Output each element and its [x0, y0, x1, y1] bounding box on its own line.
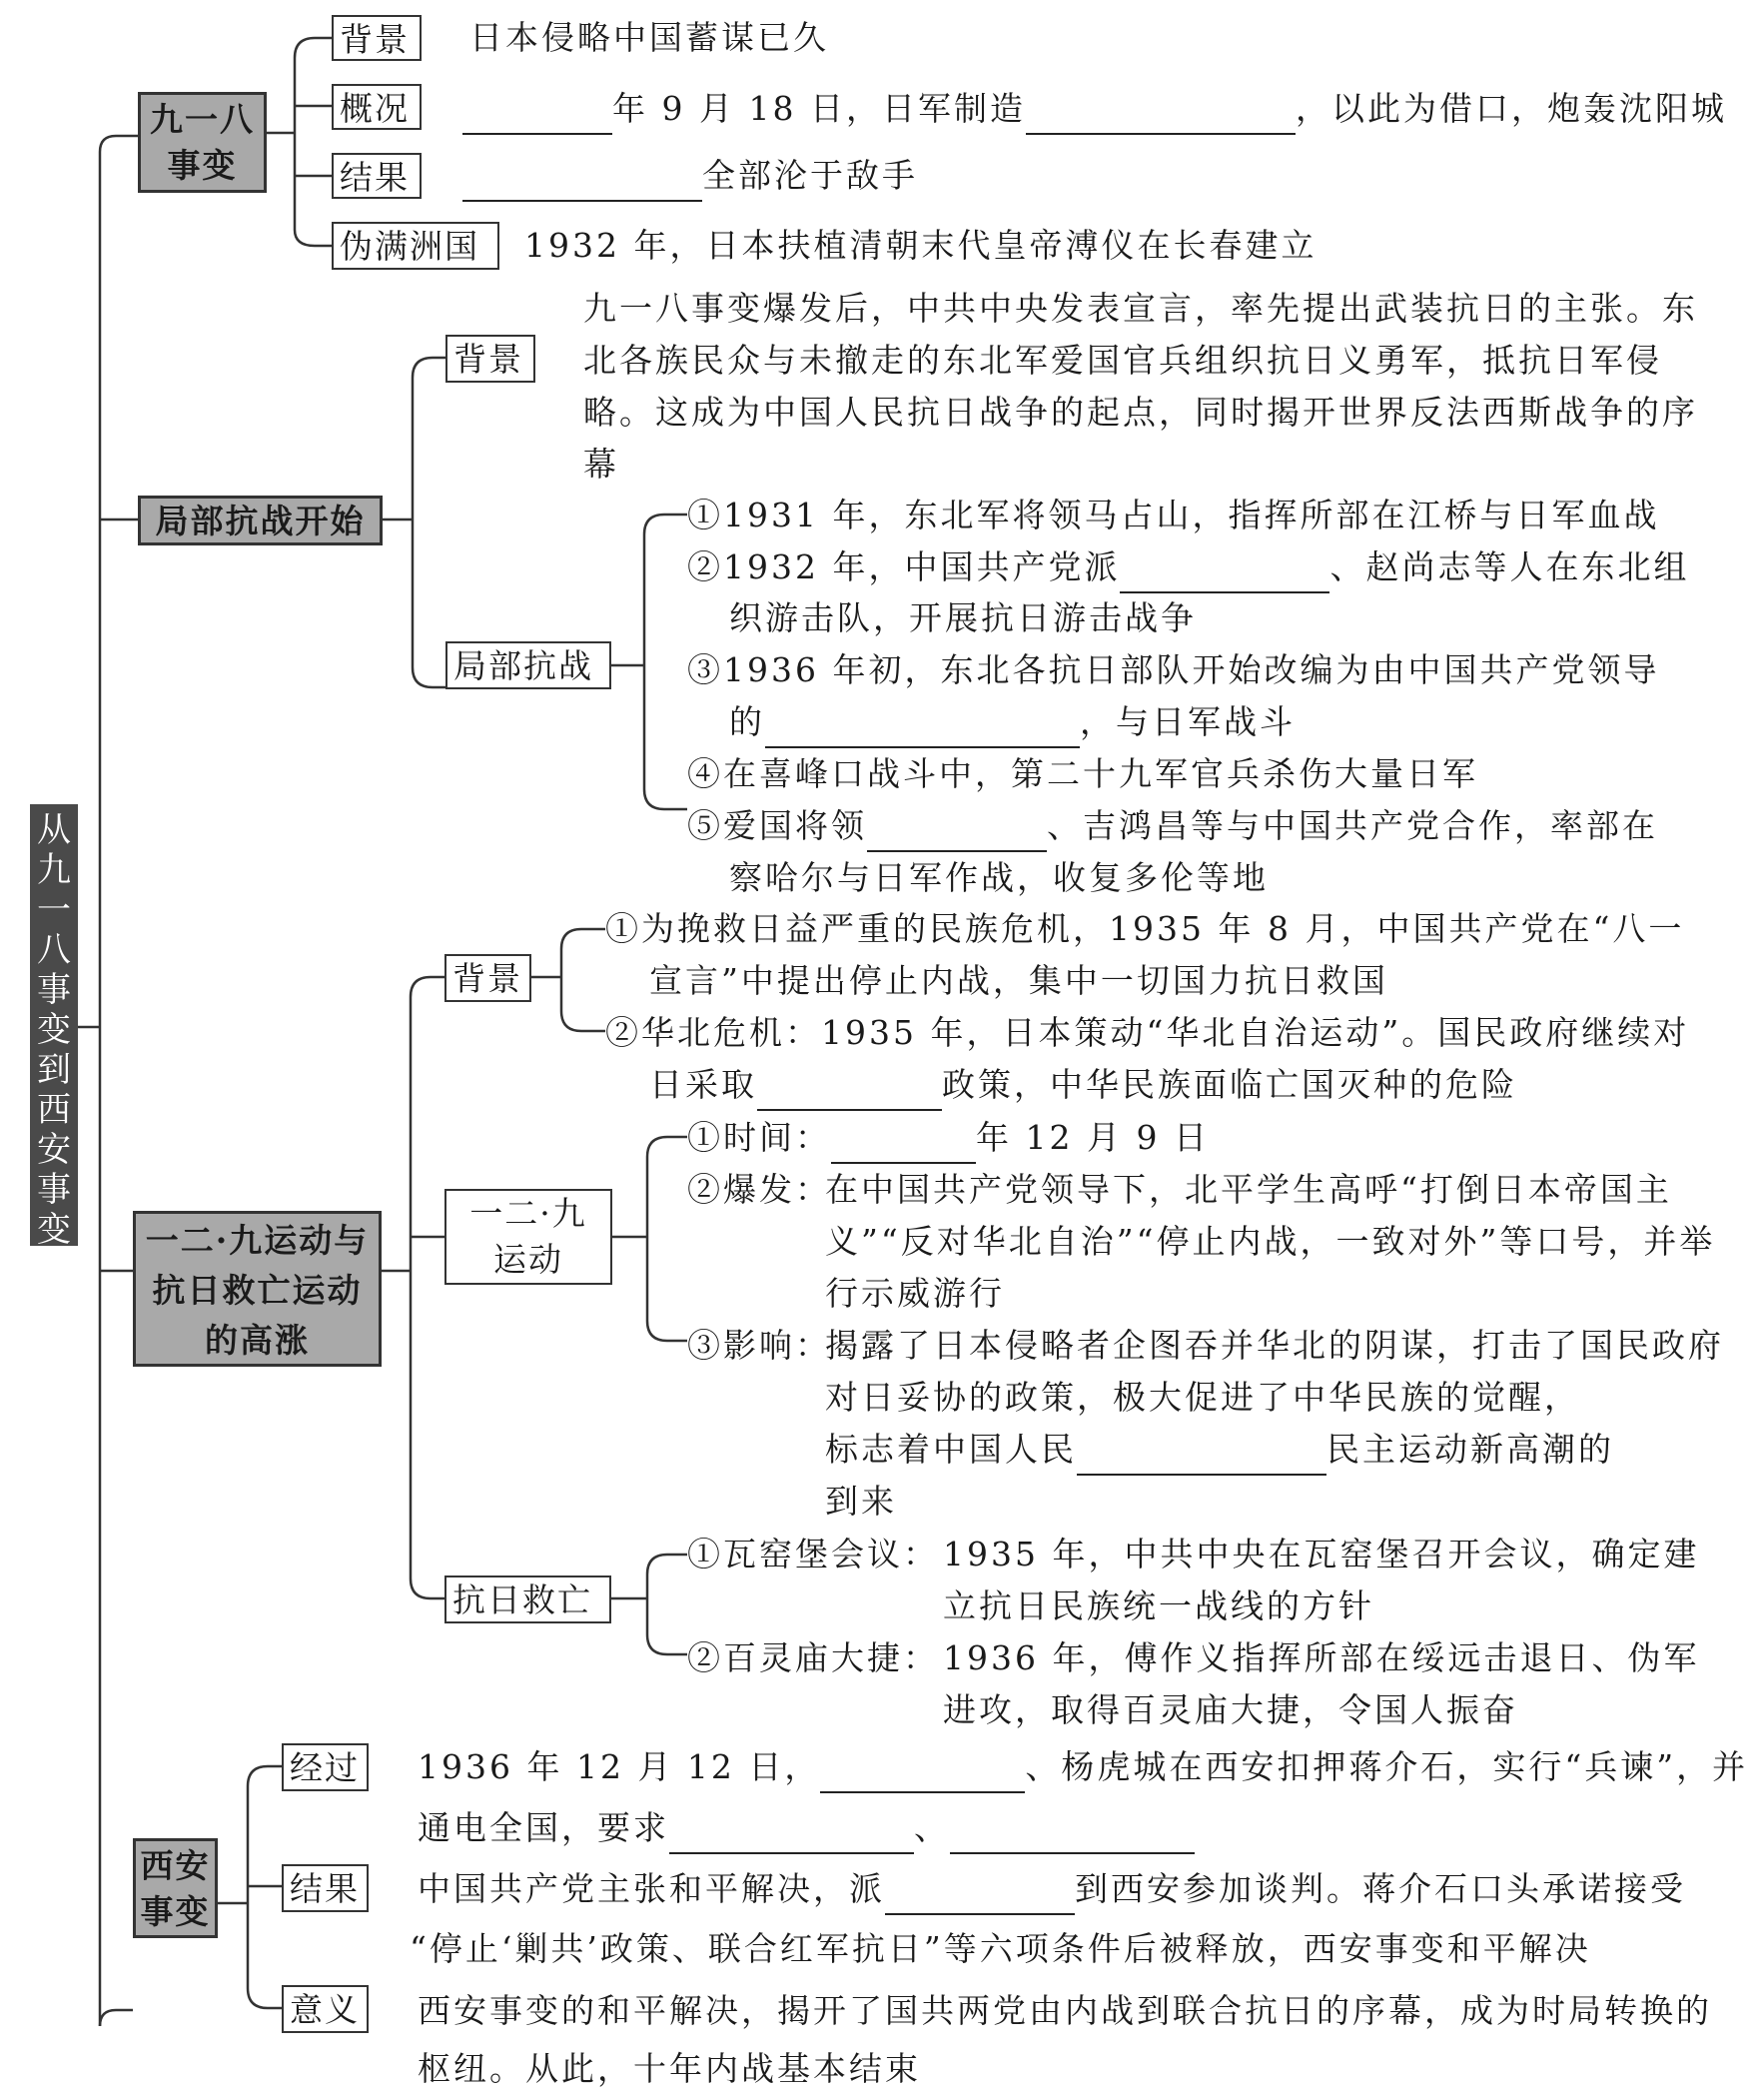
s4-significance-text: 西安事变的和平解决，揭开了国共两党由内战到联合抗日的序幕，成为时局转换的枢纽。从此，十年内战基本结束	[418, 1991, 1712, 2088]
s4-process-text-3: 通电全国，要求	[418, 1808, 669, 1847]
s1-result-text: 全部沦于敌手	[702, 156, 918, 195]
label-s3-background: 背景	[444, 954, 531, 1002]
s2-item-5-text-b: 、吉鸿昌等与中国共产党合作，率部在	[1047, 806, 1658, 845]
s2-item-3-text-c: ，与日军战斗	[1080, 702, 1296, 741]
s1-overview-text-1: 年 9 月 18 日，日军制造	[612, 89, 1026, 128]
blank-s3-anti-japan[interactable]	[1077, 1438, 1326, 1476]
section-title-xian-incident: 西安事变	[133, 1838, 218, 1938]
s3-129-item-1	[687, 1112, 1210, 1164]
blank-s1-region[interactable]	[462, 164, 702, 202]
s3-bg-2-text-c: 政策，中华民族面临亡国灭种的危险	[942, 1065, 1517, 1104]
s2-item-3-line2	[729, 696, 1296, 748]
root-title: 从九一八事变到西安事变	[30, 804, 78, 1246]
s4-result-line2: “停止‘剿共’政策、联合红军抗日”等六项条件后被释放，西安事变和平解决	[410, 1929, 1591, 1968]
blank-s2-army[interactable]	[765, 710, 1080, 748]
s4-process-line2	[418, 1802, 1195, 1854]
s2-item-3-line1: ③1936 年初，东北各抗日部队开始改编为由中国共产党领导	[687, 650, 1660, 689]
s3-salvation-item-2-text: 1936 年，傅作义指挥所部在绥远击退日、伪军进攻，取得百灵庙大捷，令国人振奋	[943, 1638, 1700, 1729]
s3-129-item-2-label: ②爆发：	[687, 1170, 831, 1209]
s3-129-item-3-text-e: 到来	[825, 1482, 897, 1521]
s4-result-line1	[418, 1863, 1686, 1915]
blank-s3-year[interactable]	[831, 1126, 976, 1164]
s1-overview-line	[462, 83, 1727, 135]
s3-bg-2-line1: ②华北危机：1935 年，日本策动“华北自治运动”。国民政府继续对	[605, 1013, 1690, 1052]
s2-item-3-text-b: 的	[729, 702, 765, 741]
s1-result-line	[462, 150, 918, 202]
label-s4-result: 结果	[282, 1864, 369, 1912]
s2-item-4: ④在喜峰口战斗中，第二十九军官兵杀伤大量日军	[687, 754, 1478, 793]
blank-s3-policy[interactable]	[757, 1073, 942, 1111]
s2-item-5-text-a: ⑤爱国将领	[687, 806, 867, 845]
label-s4-process: 经过	[282, 1743, 369, 1791]
s2-item-5-line1	[687, 800, 1658, 852]
s3-129-item-1-text-b: 年 12 月 9 日	[976, 1118, 1210, 1157]
s3-129-item-2-text: 在中国共产党领导下，北平学生高呼“打倒日本帝国主义”“反对华北自治”“停止内战，一致对外”等口号，并举行示威游行	[825, 1170, 1716, 1313]
section-title-918: 九一八事变	[138, 92, 267, 193]
s3-129-item-3-text: 揭露了日本侵略者企图吞并华北的阴谋，打击了国民政府对日妥协的政策，极大促进了中华民族的觉醒，	[825, 1326, 1724, 1417]
s4-result-text-2: 到西安参加谈判。蒋介石口头承诺接受	[1075, 1869, 1686, 1908]
s3-bg-2-text-b: 日采取	[649, 1065, 757, 1104]
label-s1-background: 背景	[332, 15, 422, 61]
s4-process-text-4: 、	[914, 1808, 950, 1847]
s3-129-item-3-text-c: 标志着中国人民	[825, 1430, 1077, 1469]
blank-s1-year[interactable]	[462, 97, 612, 135]
section-title-129-movement: 一二·九运动与抗日救亡运动的高涨	[133, 1211, 382, 1367]
blank-s4-demand-2[interactable]	[950, 1816, 1195, 1854]
blank-s2-name-1[interactable]	[1120, 555, 1329, 593]
label-s2-background: 背景	[445, 335, 535, 383]
s2-item-2-text-a: ②1932 年，中国共产党派	[687, 547, 1121, 586]
s1-background-text: 日本侵略中国蓄谋已久	[469, 18, 829, 57]
s2-background-text: 九一八事变爆发后，中共中央发表宣言，率先提出武装抗日的主张。东北各族民众与未撤走的东北军爱国官兵组织抗日义勇军，抵抗日军侵略。这成为中国人民抗日战争的起点，同时揭开世界反法西斯战争的序幕	[583, 289, 1698, 484]
s3-salvation-item-1-label: ①瓦窑堡会议：	[687, 1535, 939, 1574]
label-s2-local-war: 局部抗战	[445, 641, 611, 689]
s2-item-1: ①1931 年，东北军将领马占山，指挥所部在江桥与日军血战	[687, 496, 1660, 534]
s3-salvation-item-2-label: ②百灵庙大捷：	[687, 1638, 939, 1677]
section-title-local-resistance: 局部抗战开始	[138, 496, 383, 545]
s3-bg-1-line1: ①为挽救日益严重的民族危机，1935 年 8 月，中国共产党在“八一	[605, 909, 1685, 948]
label-s1-result: 结果	[332, 153, 422, 199]
s4-process-line1	[418, 1741, 1748, 1793]
s3-129-item-3-label: ③影响：	[687, 1326, 831, 1365]
s4-process-text-1: 1936 年 12 月 12 日，	[418, 1747, 821, 1786]
blank-s2-general[interactable]	[867, 814, 1047, 852]
s3-bg-1-line2: 宣言”中提出停止内战，集中一切国力抗日救国	[649, 961, 1388, 1000]
s4-result-text-1: 中国共产党主张和平解决，派	[418, 1869, 885, 1908]
s4-process-text-2: 、杨虎城在西安扣押蒋介石，实行“兵谏”，并	[1025, 1747, 1749, 1786]
label-s1-overview: 概况	[332, 84, 422, 130]
s1-overview-text-2: ，以此为借口，炮轰沈阳城	[1295, 89, 1727, 128]
s3-bg-2-line2	[649, 1059, 1517, 1111]
s2-item-5-line2: 察哈尔与日军作战，收复多伦等地	[729, 858, 1269, 897]
label-s1-manchukuo: 伪满洲国	[332, 222, 499, 270]
s2-item-2-line2: 织游击队，开展抗日游击战争	[729, 598, 1197, 637]
s2-item-2-line1	[687, 541, 1689, 593]
blank-s1-incident[interactable]	[1026, 97, 1296, 135]
blank-s4-negotiator[interactable]	[885, 1877, 1075, 1915]
s3-129-item-3-line3	[825, 1424, 1614, 1476]
s3-129-item-3-text-d: 民主运动新高潮的	[1326, 1430, 1614, 1469]
s2-item-2-text-b: 、赵尚志等人在东北组	[1329, 547, 1690, 586]
blank-s4-general[interactable]	[820, 1755, 1025, 1793]
s1-manchukuo-text: 1932 年，日本扶植清朝末代皇帝溥仪在长春建立	[524, 226, 1317, 265]
blank-s4-demand-1[interactable]	[669, 1816, 914, 1854]
label-s3-salvation: 抗日救亡	[444, 1575, 611, 1623]
s3-129-item-1-text-a: ①时间：	[687, 1118, 831, 1157]
s3-salvation-item-1-text: 1935 年，中共中央在瓦窑堡召开会议，确定建立抗日民族统一战线的方针	[943, 1535, 1700, 1625]
label-s4-significance: 意义	[282, 1985, 369, 2033]
label-s3-129: 一二·九运动	[444, 1189, 612, 1285]
